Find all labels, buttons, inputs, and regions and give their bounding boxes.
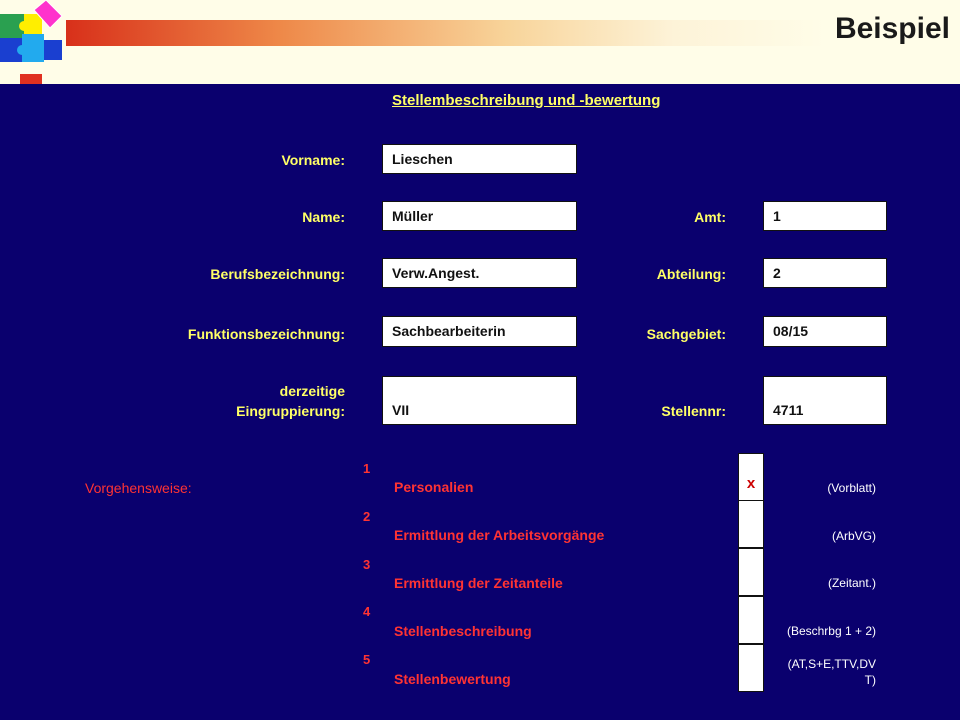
step-abbreviation: (Beschrbg 1 + 2) <box>786 624 876 638</box>
step-abbreviation: (AT,S+E,TTV,DV <box>787 657 876 671</box>
step-abbreviation: (Zeitant.) <box>827 576 876 590</box>
abteilung-field[interactable]: 2 <box>763 258 887 288</box>
label-vorname: Vorname: <box>281 152 345 168</box>
berufsbezeichnung-field[interactable]: Verw.Angest. <box>382 258 577 288</box>
eingruppierung-field[interactable]: VII <box>382 376 577 425</box>
step-number: 1 <box>363 461 371 476</box>
title-gradient-bar <box>66 20 826 46</box>
slide-title: Beispiel <box>834 12 950 45</box>
slide-header <box>0 0 960 84</box>
step-personalien: Personalien <box>394 479 474 495</box>
step-arbeitsvorgaenge: Ermittlung der Arbeitsvorgänge <box>394 527 605 543</box>
label-stellennr: Stellennr: <box>661 403 726 419</box>
label-eingruppierung-line2: Eingruppierung: <box>236 403 345 419</box>
vorname-field[interactable]: Lieschen <box>382 144 577 174</box>
label-funktionsbezeichnung: Funktionsbezeichnung: <box>187 326 345 342</box>
name-field[interactable]: Müller <box>382 201 577 231</box>
label-sachgebiet: Sachgebiet: <box>646 326 726 342</box>
step-zeitanteile: Ermittlung der Zeitanteile <box>394 575 563 591</box>
stellennr-field[interactable]: 4711 <box>763 376 887 425</box>
funktionsbezeichnung-field[interactable]: Sachbearbeiterin <box>382 316 577 347</box>
step-abbreviation: (ArbVG) <box>831 529 876 543</box>
step-number: 2 <box>363 509 371 524</box>
step-abbreviation: (Vorblatt) <box>827 481 876 495</box>
label-eingruppierung-line1: derzeitige <box>279 383 345 399</box>
step-stellenbewertung: Stellenbewertung <box>394 671 511 687</box>
procedure-label: Vorgehensweise: <box>85 480 192 496</box>
step-abbreviation: T) <box>864 673 876 687</box>
label-name: Name: <box>302 209 345 225</box>
form-heading: Stellembeschreibung und -bewertung <box>392 92 661 109</box>
sachgebiet-field[interactable]: 08/15 <box>763 316 887 347</box>
label-abteilung: Abteilung: <box>656 266 726 282</box>
step-stellenbeschreibung: Stellenbeschreibung <box>394 623 532 639</box>
step-number: 5 <box>363 652 371 667</box>
accent-square <box>20 74 42 84</box>
label-berufsbezeichnung: Berufsbezeichnung: <box>210 266 345 282</box>
amt-field[interactable]: 1 <box>763 201 887 231</box>
puzzle-logo-icon <box>0 0 66 66</box>
step-number: 3 <box>363 557 371 572</box>
step-checkbox[interactable]: x <box>738 453 764 501</box>
label-amt: Amt: <box>694 209 726 225</box>
step-number: 4 <box>363 604 371 619</box>
